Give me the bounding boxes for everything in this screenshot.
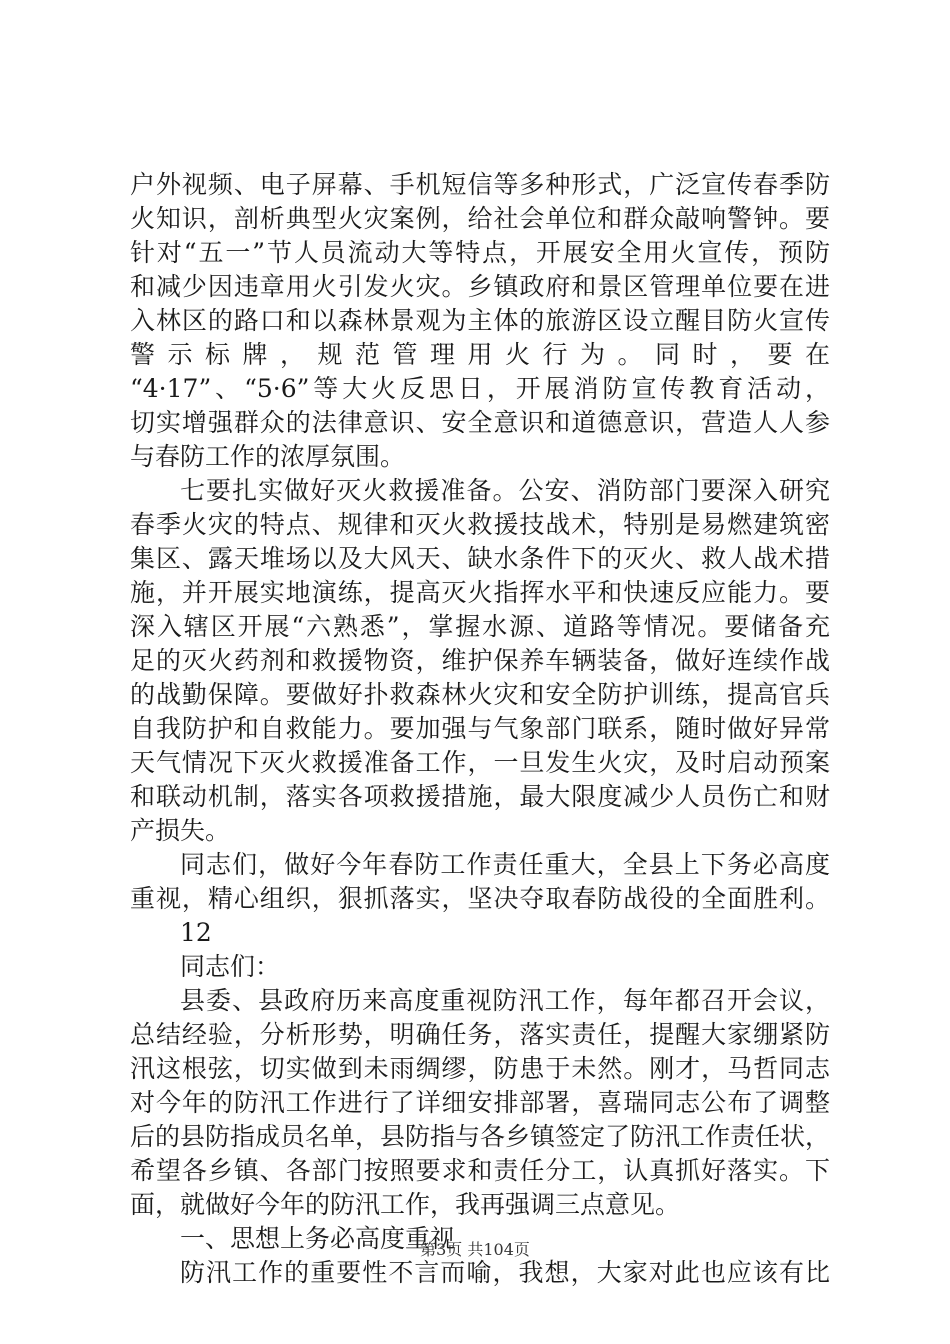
text-line: 重视，精心组织，狠抓落实，坚决夺取春防战役的全面胜利。 [130,884,830,913]
text-line: 面，就做好今年的防汛工作，我再强调三点意见。 [130,1190,681,1219]
paragraph-start-line: 防汛工作的重要性不言而喻，我想，大家对此也应该有比 [180,1258,830,1287]
text-line: 希望各乡镇、各部门按照要求和责任分工，认真抓好落实。下 [130,1156,830,1185]
text-line: 警示标牌，规范管理用火行为。同时，要在 [130,340,830,369]
text-line: 春季火灾的特点、规律和灭火救援技战术，特别是易燃建筑密 [130,510,830,539]
text-line: 和联动机制，落实各项救援措施，最大限度减少人员伤亡和财 [130,782,830,811]
text-line: 天气情况下灭火救援准备工作，一旦发生火灾，及时启动预案 [130,748,830,777]
body-text [130,168,830,1290]
text-line: 和减少因违章用火引发火灾。乡镇政府和景区管理单位要在进 [130,272,830,301]
page-footer [0,1237,950,1260]
text-line: 施，并开展实地演练，提高灭火指挥水平和快速反应能力。要 [130,578,830,607]
page-number-label: 第3页 共104页 [420,1240,530,1259]
text-line: 集区、露天堆场以及大风天、缺水条件下的灭火、救人战术措 [130,544,830,573]
section-number: 12 [180,918,212,947]
paragraph-start-line: 县委、县政府历来高度重视防汛工作，每年都召开会议， [180,986,830,1015]
text-line: 足的灭火药剂和救援物资，维护保养车辆装备，做好连续作战 [130,646,830,675]
salutation: 同志们： [180,952,281,981]
text-line: 汛这根弦，切实做到未雨绸缪，防患于未然。刚才，马哲同志 [130,1054,830,1083]
text-line: 火知识，剖析典型火灾案例，给社会单位和群众敲响警钟。要 [130,204,830,233]
text-line: 切实增强群众的法律意识、安全意识和道德意识，营造人人参 [130,408,830,437]
text-line: 深入辖区开展“六熟悉”，掌握水源、道路等情况。要储备充 [130,612,830,641]
text-line: 后的县防指成员名单，县防指与各乡镇签定了防汛工作责任状， [130,1122,831,1151]
text-line: 入林区的路口和以森林景观为主体的旅游区设立醒目防火宣传 [130,306,830,335]
paragraph-start-line: 七要扎实做好灭火救援准备。公安、消防部门要深入研究 [180,476,830,505]
text-line: “4·17”、“5·6”等大火反思日，开展消防宣传教育活动， [130,374,830,403]
text-line: 与春防工作的浓厚氛围。 [130,442,406,471]
section-heading: 一、思想上务必高度重视 [180,1224,456,1253]
text-line: 的战勤保障。要做好扑救森林火灾和安全防护训练，提高官兵 [130,680,830,709]
text-line: 自我防护和自救能力。要加强与气象部门联系，随时做好异常 [130,714,830,743]
text-line: 户外视频、电子屏幕、手机短信等多种形式，广泛宣传春季防 [130,170,830,199]
text-line: 产损失。 [130,816,231,845]
text-line: 针对“五一”节人员流动大等特点，开展安全用火宣传，预防 [130,238,830,267]
paragraph-start-line: 同志们，做好今年春防工作责任重大，全县上下务必高度 [180,850,830,879]
text-line: 对今年的防汛工作进行了详细安排部署，喜瑞同志公布了调整 [130,1088,830,1117]
text-line: 总结经验，分析形势，明确任务，落实责任，提醒大家绷紧防 [130,1020,830,1049]
